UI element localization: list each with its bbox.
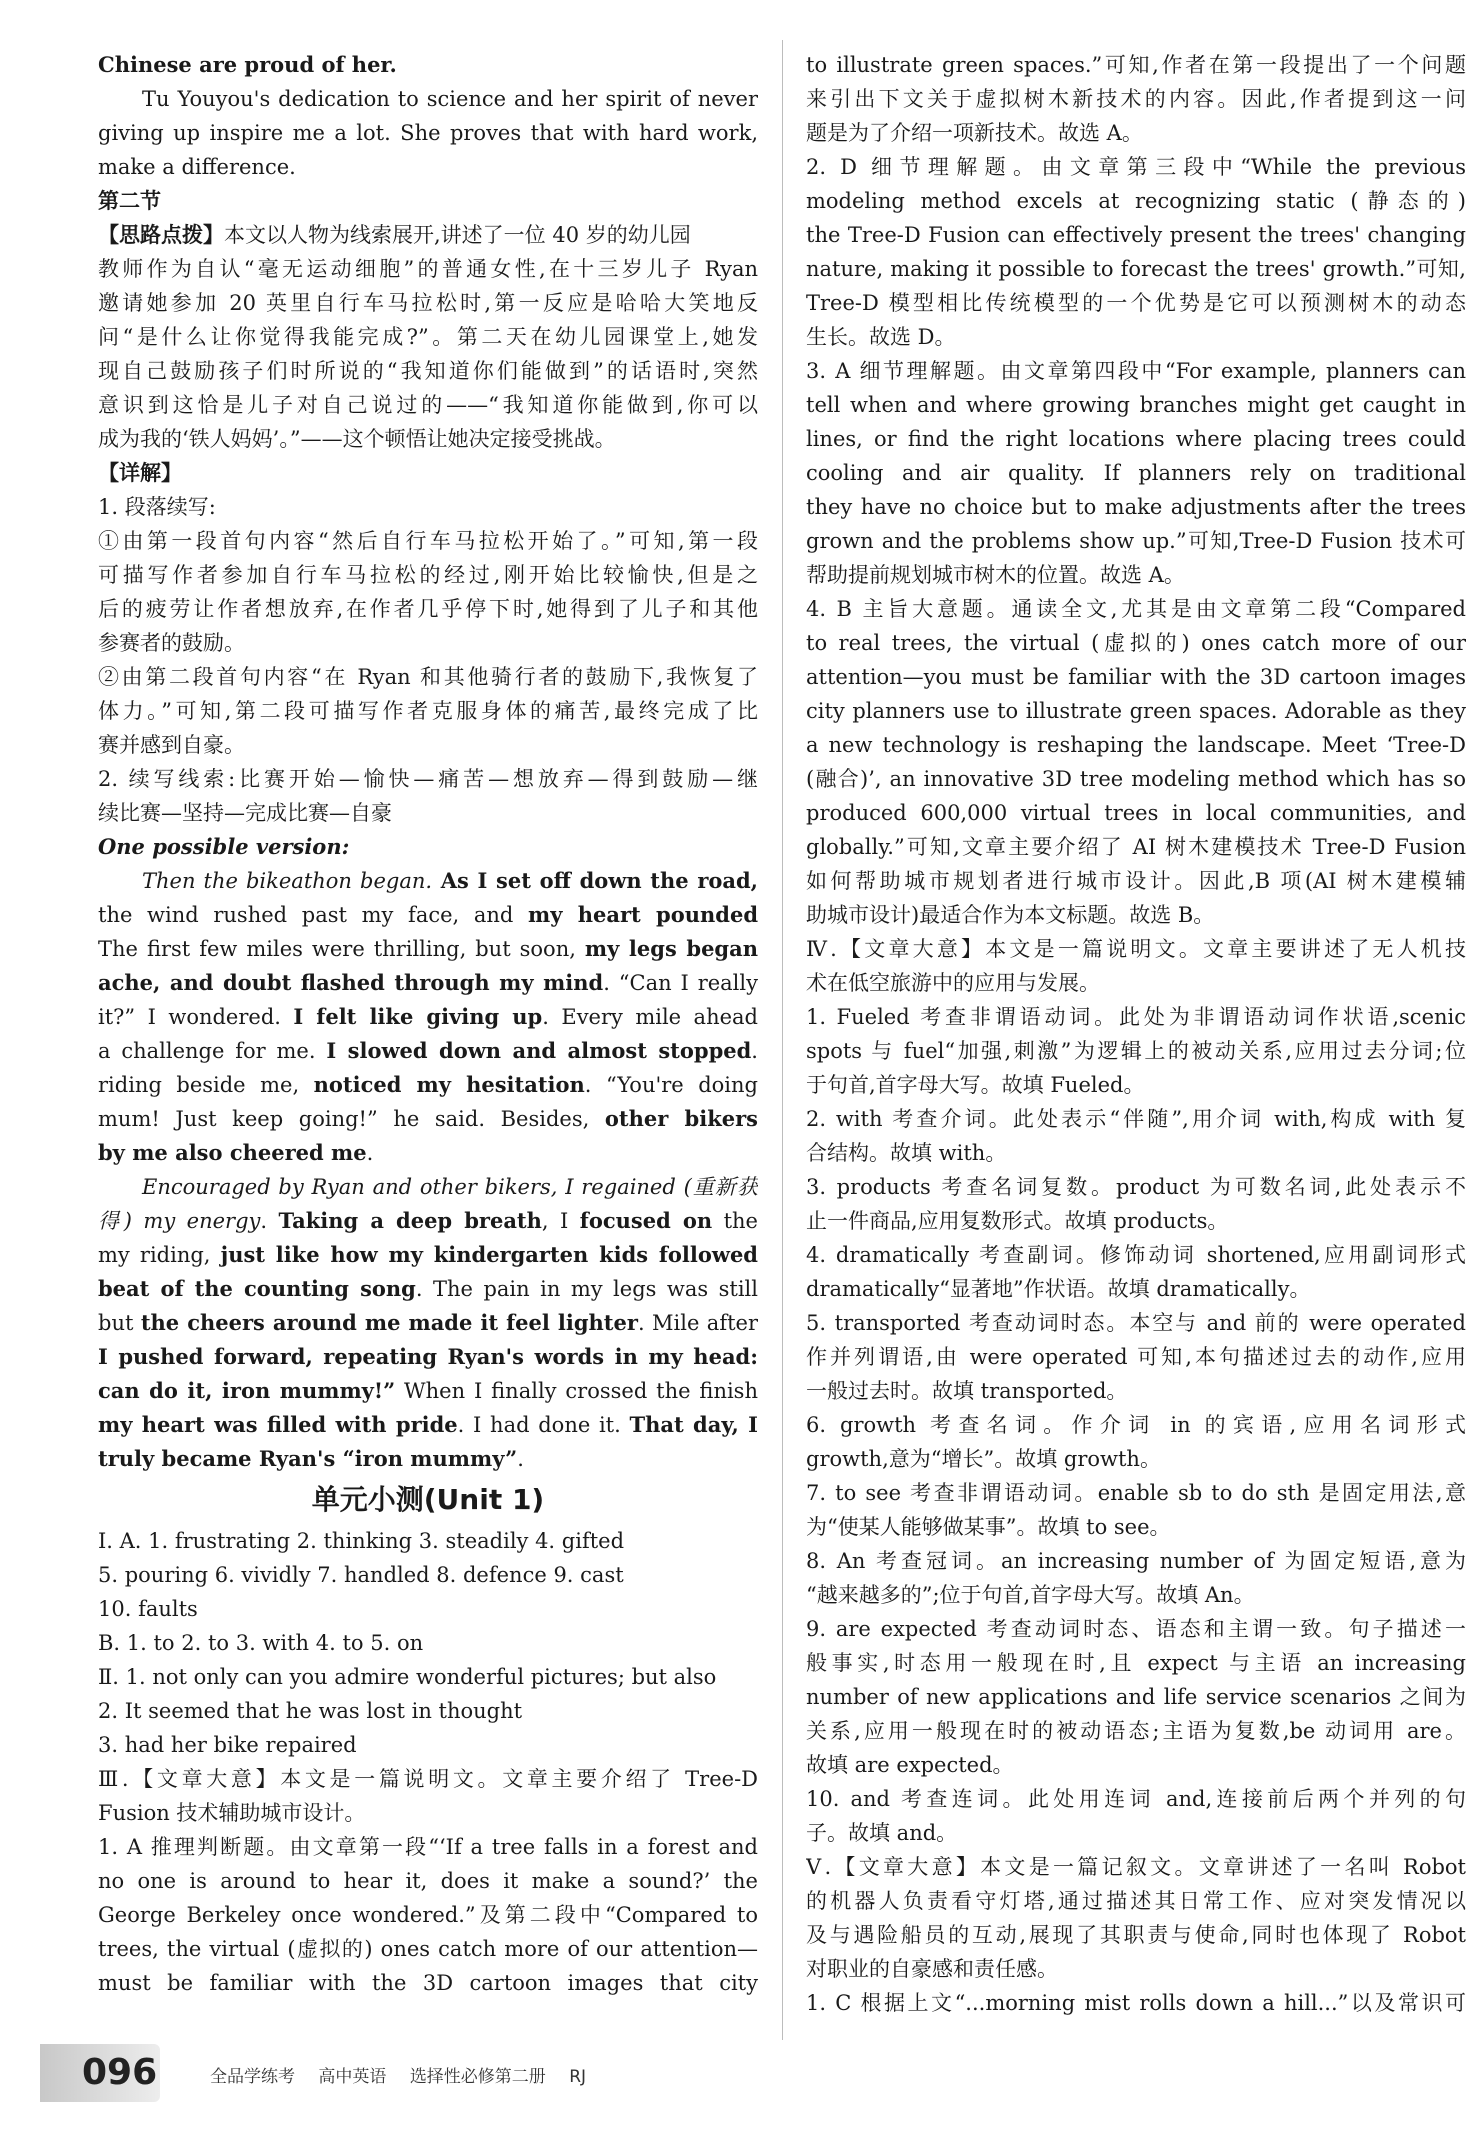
text-line — [98, 864, 758, 898]
text-line: 体力。”可知,第二段可描写作者克服身体的痛苦,最终完成了比 — [98, 699, 758, 723]
text-line: 8. An 考查冠词。an increasing number of 为固定短语,意为 — [806, 1549, 1466, 1573]
text-line: 6. growth 考查名词。作介词 in 的宾语,应用名词形式 — [806, 1413, 1466, 1437]
text-line: to real trees, the virtual (虚拟的) ones catch more of our — [806, 631, 1466, 655]
text-line: 对职业的自豪感和责任感。 — [806, 1957, 1058, 1981]
text-line: nature, making it possible to forecast the trees' growth.”可知, — [806, 257, 1466, 281]
text-span: I slowed down and almost stopped — [326, 1038, 752, 1063]
text-line — [98, 1068, 758, 1102]
text-line: 于句首,首字母大写。故填 Fueled。 — [806, 1073, 1145, 1097]
subject-name: 高中英语 — [318, 2067, 387, 2087]
text-line: 可描写作者参加自行车马拉松的经过,刚开始比较愉快,但是之 — [98, 563, 758, 587]
text-line: 问“是什么让你觉得我能完成?”。第二天在幼儿园课堂上,她发 — [98, 325, 758, 349]
text-line: city planners use to illustrate green spaces. Adorable as they — [806, 699, 1466, 723]
page-number: 096 — [82, 2052, 158, 2093]
text-span: . Every mile ahead — [542, 1005, 758, 1029]
text-line: 关系,应用一般现在时的被动语态;主语为复数,be 动词用 are。 — [806, 1719, 1466, 1743]
answer-line: trees, the virtual (虚拟的) ones catch more of our attention— — [98, 1937, 758, 1961]
text-line: 成为我的‘铁人妈妈’。”——这个顿悟让她决定接受挑战。 — [98, 427, 616, 451]
text-span: noticed my hesitation — [313, 1072, 585, 1097]
text-line: Ⅴ.【文章大意】本文是一篇记叙文。文章讲述了一名叫 Robot — [806, 1855, 1466, 1879]
text-line — [98, 1034, 758, 1068]
text-line: make a difference. — [98, 155, 296, 179]
text-span: . — [751, 1039, 758, 1063]
text-line: 邀请她参加 20 英里自行车马拉松时,第一反应是哈哈大笑地反 — [98, 291, 758, 315]
text-line: 1. Fueled 考查非谓语动词。此处为非谓语动词作状语,scenic — [806, 1005, 1466, 1029]
text-span: beat of the counting song — [98, 1276, 416, 1301]
unit-test-title: 单元小测(Unit 1) — [311, 1483, 545, 1516]
text-span: it?” I wondered. — [98, 1005, 294, 1029]
text-span: When I finally crossed the finish — [404, 1379, 758, 1403]
text-span: . “Can I really — [603, 971, 758, 995]
left-column — [98, 48, 758, 2000]
text-line: Tree-D 模型相比传统模型的一个优势是它可以预测树木的动态 — [806, 291, 1466, 315]
text-line: 止一件商品,应用复数形式。故填 products。 — [806, 1209, 1229, 1233]
answer-line: 5. pouring 6. vividly 7. handled 8. defence 9. cast — [98, 1563, 624, 1587]
text-span: I pushed forward, repeating Ryan's words in my head — [98, 1344, 751, 1369]
text-line — [98, 932, 758, 966]
text-span: can do it, iron mummy!” — [98, 1378, 396, 1403]
text-line: 帮助提前规划城市树木的位置。故选 A。 — [806, 563, 1185, 587]
answer-line: 3. had her bike repaired — [98, 1733, 357, 1757]
text-line: (融合)’, an innovative 3D tree modeling method which has so — [806, 767, 1466, 791]
text-span: a challenge for me. — [98, 1039, 327, 1063]
text-line: 4. B 主旨大意题。通读全文,尤其是由文章第二段“Compared — [806, 597, 1466, 621]
text-line: 生长。故选 D。 — [806, 325, 956, 349]
text-line: modeling method excels at recognizing static (静态的) — [806, 189, 1466, 213]
text-line: ②由第二段首句内容“在 Ryan 和其他骑行者的鼓励下,我恢复了 — [98, 665, 758, 689]
text-span: As I set off down the road, — [432, 868, 758, 893]
text-line: 赛并感到自豪。 — [98, 733, 245, 757]
text-span: 得) my energy — [98, 1209, 261, 1233]
answer-line: George Berkeley once wondered.”及第二段中“Compared to — [98, 1903, 758, 1927]
section-heading: 【详解】 — [98, 460, 182, 485]
text-line: 4. dramatically 考查副词。修饰动词 shortened,应用副词形式 — [806, 1243, 1466, 1267]
answer-line: Fusion 技术辅助城市设计。 — [98, 1801, 366, 1825]
text-span: other bikers — [604, 1106, 758, 1131]
text-span: . Mile after — [637, 1311, 758, 1335]
text-line: Chinese are proud of her. — [98, 52, 397, 77]
answer-line: must be familiar with the 3D cartoon images that city — [98, 1971, 758, 1995]
text-line: 的机器人负责看守灯塔,通过描述其日常工作、应对突发情况以 — [806, 1889, 1466, 1913]
text-span: 本文以人物为线索展开,讲述了一位 40 岁的幼儿园 — [224, 223, 691, 247]
text-line — [98, 898, 758, 932]
text-line: 及与遇险船员的互动,展现了其职责与使命,同时也体现了 Robot — [806, 1923, 1466, 1947]
text-line — [98, 1374, 758, 1408]
text-line: 合结构。故填 with。 — [806, 1141, 1007, 1165]
tip-label: 【思路点拨】 — [98, 222, 224, 247]
text-line: Encouraged by Ryan and other bikers, I regained (重新获 — [142, 1175, 758, 1199]
text-line: globally.”可知,文章主要介绍了 AI 树木建模技术 Tree-D Fusion — [806, 835, 1466, 859]
answer-line: 1. A 推理判断题。由文章第一段“‘If a tree falls in a forest and — [98, 1835, 758, 1859]
text-line — [98, 1000, 758, 1034]
text-span: truly became Ryan's “iron mummy” — [98, 1446, 518, 1471]
text-line: 题是为了介绍一项新技术。故选 A。 — [806, 121, 1143, 145]
book-name: 全品学练考 — [210, 2067, 295, 2087]
text-line — [98, 1306, 758, 1340]
text-span: my legs began — [584, 936, 758, 961]
volume-name: 选择性必修第二册 — [409, 2067, 546, 2087]
edition-code: RJ — [569, 2067, 587, 2087]
text-line: tell when and where growing branches might get caught in — [806, 393, 1466, 417]
text-span: : — [750, 1344, 758, 1369]
text-span: by me also cheered me — [98, 1140, 367, 1165]
text-line: 故填 are expected。 — [806, 1753, 1014, 1777]
text-line: giving up inspire me a lot. She proves that with hard work, — [98, 121, 758, 145]
text-line: 2. with 考查介词。此处表示“伴随”,用介词 with,构成 with 复 — [806, 1107, 1466, 1131]
text-line: 作并列谓语,由 were operated 可知,本句描述过去的动作,应用 — [806, 1345, 1466, 1369]
text-line: 7. to see 考查非谓语动词。enable sb to do sth 是固定用法,意 — [806, 1481, 1466, 1505]
text-span: The first few miles were thrilling, but soon, — [98, 937, 585, 961]
text-line — [98, 1136, 758, 1170]
answer-line: 2. It seemed that he was lost in thought — [98, 1699, 523, 1723]
answer-line: Ⅰ. A. 1. frustrating 2. thinking 3. steadily 4. gifted — [98, 1529, 625, 1553]
text-line: 教师作为自认“毫无运动细胞”的普通女性,在十三岁儿子 Ryan — [98, 257, 758, 281]
text-line — [98, 218, 758, 252]
text-line: the Tree-D Fusion can effectively present the trees' changing — [806, 223, 1466, 247]
text-span: . — [260, 1209, 279, 1233]
text-span: my heart pounded — [528, 902, 758, 927]
text-span: Taking a deep breath — [278, 1208, 542, 1233]
page-footer — [40, 2040, 600, 2110]
text-span: focused on — [579, 1208, 713, 1233]
text-line — [98, 1408, 758, 1442]
section-heading: 第二节 — [98, 188, 161, 213]
text-line: spots 与 fuel“加强,刺激”为逻辑上的被动关系,应用过去分词;位 — [806, 1039, 1466, 1063]
text-line: growth,意为“增长”。故填 growth。 — [806, 1447, 1161, 1471]
text-line — [98, 1238, 758, 1272]
text-span: , I — [541, 1209, 580, 1233]
text-line: 为“使某人能够做某事”。故填 to see。 — [806, 1515, 1171, 1539]
text-span: . — [517, 1447, 524, 1471]
text-line: 5. transported 考查动词时态。本空与 and 前的 were operated — [806, 1311, 1466, 1335]
text-line: 助城市设计)最适合作为本文标题。故选 B。 — [806, 903, 1215, 927]
text-line: 续比赛—坚持—完成比赛—自豪 — [98, 801, 392, 825]
answer-line: Ⅲ.【文章大意】本文是一篇说明文。文章主要介绍了 Tree-D — [98, 1767, 758, 1791]
text-span: . — [366, 1141, 374, 1165]
text-line: 如何帮助城市规划者进行城市设计。因此,B 项(AI 树木建模辅 — [806, 869, 1466, 893]
text-line: Ⅳ.【文章大意】本文是一篇说明文。文章主要讲述了无人机技 — [806, 937, 1466, 961]
text-span: my heart was filled with pride — [98, 1412, 458, 1437]
text-span: just like how my kindergarten kids followed — [220, 1242, 758, 1267]
text-line: 般事实,时态用一般现在时,且 expect 与主语 an increasing — [806, 1651, 1466, 1675]
text-line: cooling and air quality. If planners rely on traditional — [806, 461, 1466, 485]
text-line: they have no choice but to make adjustments after the trees — [806, 495, 1466, 519]
text-span: ache, and doubt flashed through my mind — [98, 970, 604, 995]
text-span: . “You're doing — [584, 1073, 758, 1097]
text-line: 后的疲劳让作者想放弃,在作者几乎停下时,她得到了儿子和其他 — [98, 597, 758, 621]
column-divider — [782, 40, 783, 2040]
answer-line: no one is around to hear it, does it make a sound?’ the — [98, 1869, 758, 1893]
text-span: Then the bikeathon began. — [142, 869, 433, 893]
text-line — [98, 1442, 758, 1476]
text-line: to illustrate green spaces.”可知,作者在第一段提出了一个问题 — [806, 53, 1466, 77]
text-line: 2. 续写线索:比赛开始—愉快—痛苦—想放弃—得到鼓励—继 — [98, 767, 758, 791]
text-line — [98, 966, 758, 1000]
text-line: 意识到这恰是儿子对自己说过的——“我知道你能做到,你可以 — [98, 393, 758, 417]
text-span: the cheers around me made it feel lighter — [140, 1310, 638, 1335]
text-line: 现自己鼓励孩子们时所说的“我知道你们能做到”的话语时,突然 — [98, 359, 758, 383]
version-heading: One possible version: — [98, 834, 350, 859]
text-span: That day, I — [629, 1412, 758, 1437]
text-line: ①由第一段首句内容“然后自行车马拉松开始了。”可知,第一段 — [98, 529, 758, 553]
text-span: mum! Just keep going!” he said. Besides, — [98, 1107, 605, 1131]
text-line: 一般过去时。故填 transported。 — [806, 1379, 1128, 1403]
text-line: dramatically“显著地”作状语。故填 dramatically。 — [806, 1277, 1311, 1301]
text-line — [98, 1102, 758, 1136]
text-span: the wind rushed past my face, and — [98, 903, 529, 927]
text-line: “越来越多的”;位于句首,首字母大写。故填 An。 — [806, 1583, 1255, 1607]
answer-line: B. 1. to 2. to 3. with 4. to 5. on — [98, 1631, 424, 1655]
text-span: . The pain in my legs was still — [415, 1277, 758, 1301]
text-span: . I had done it. — [457, 1413, 630, 1437]
text-line: grown and the problems show up.”可知,Tree-D Fusion 技术可 — [806, 529, 1466, 553]
text-line: 10. and 考查连词。此处用连词 and,连接前后两个并列的句 — [806, 1787, 1466, 1811]
answer-line: Ⅱ. 1. not only can you admire wonderful pictures; but also — [98, 1665, 717, 1689]
text-line: 3. products 考查名词复数。product 为可数名词,此处表示不 — [806, 1175, 1466, 1199]
text-line: Tu Youyou's dedication to science and her spirit of never — [142, 87, 758, 111]
text-line — [98, 1204, 758, 1238]
text-line: 9. are expected 考查动词时态、语态和主谓一致。句子描述一 — [806, 1617, 1466, 1641]
text-span: I felt like giving up — [293, 1004, 543, 1029]
text-line: 1. 段落续写: — [98, 495, 216, 519]
text-line: 子。故填 and。 — [806, 1821, 958, 1845]
text-line: attention—you must be familiar with the 3D cartoon images — [806, 665, 1466, 689]
text-span: riding beside me, — [98, 1073, 314, 1097]
text-line: lines, or find the right locations where placing trees could — [806, 427, 1466, 451]
text-span: but — [98, 1311, 141, 1335]
text-line: number of new applications and life service scenarios 之间为 — [806, 1685, 1466, 1709]
text-line: 2. D 细节理解题。由文章第三段中“While the previous — [806, 155, 1466, 179]
text-line: produced 600,000 virtual trees in local communities, and — [806, 801, 1466, 825]
text-line: 术在低空旅游中的应用与发展。 — [806, 971, 1100, 995]
text-line — [98, 1340, 758, 1374]
text-line: 来引出下文关于虚拟树木新技术的内容。因此,作者提到这一问 — [806, 87, 1466, 111]
text-line: 1. C 根据上文“...morning mist rolls down a hill...”以及常识可 — [806, 1991, 1466, 2015]
answer-line: 10. faults — [98, 1597, 198, 1621]
text-line — [98, 1272, 758, 1306]
book-info — [210, 2062, 604, 2087]
text-line: a new technology is reshaping the landscape. Meet ‘Tree-D — [806, 733, 1466, 757]
text-span: my riding, — [98, 1243, 221, 1267]
text-span: the — [723, 1209, 758, 1233]
text-line: 参赛者的鼓励。 — [98, 631, 245, 655]
right-column — [806, 48, 1466, 2020]
text-line: 3. A 细节理解题。由文章第四段中“For example, planners can — [806, 359, 1466, 383]
